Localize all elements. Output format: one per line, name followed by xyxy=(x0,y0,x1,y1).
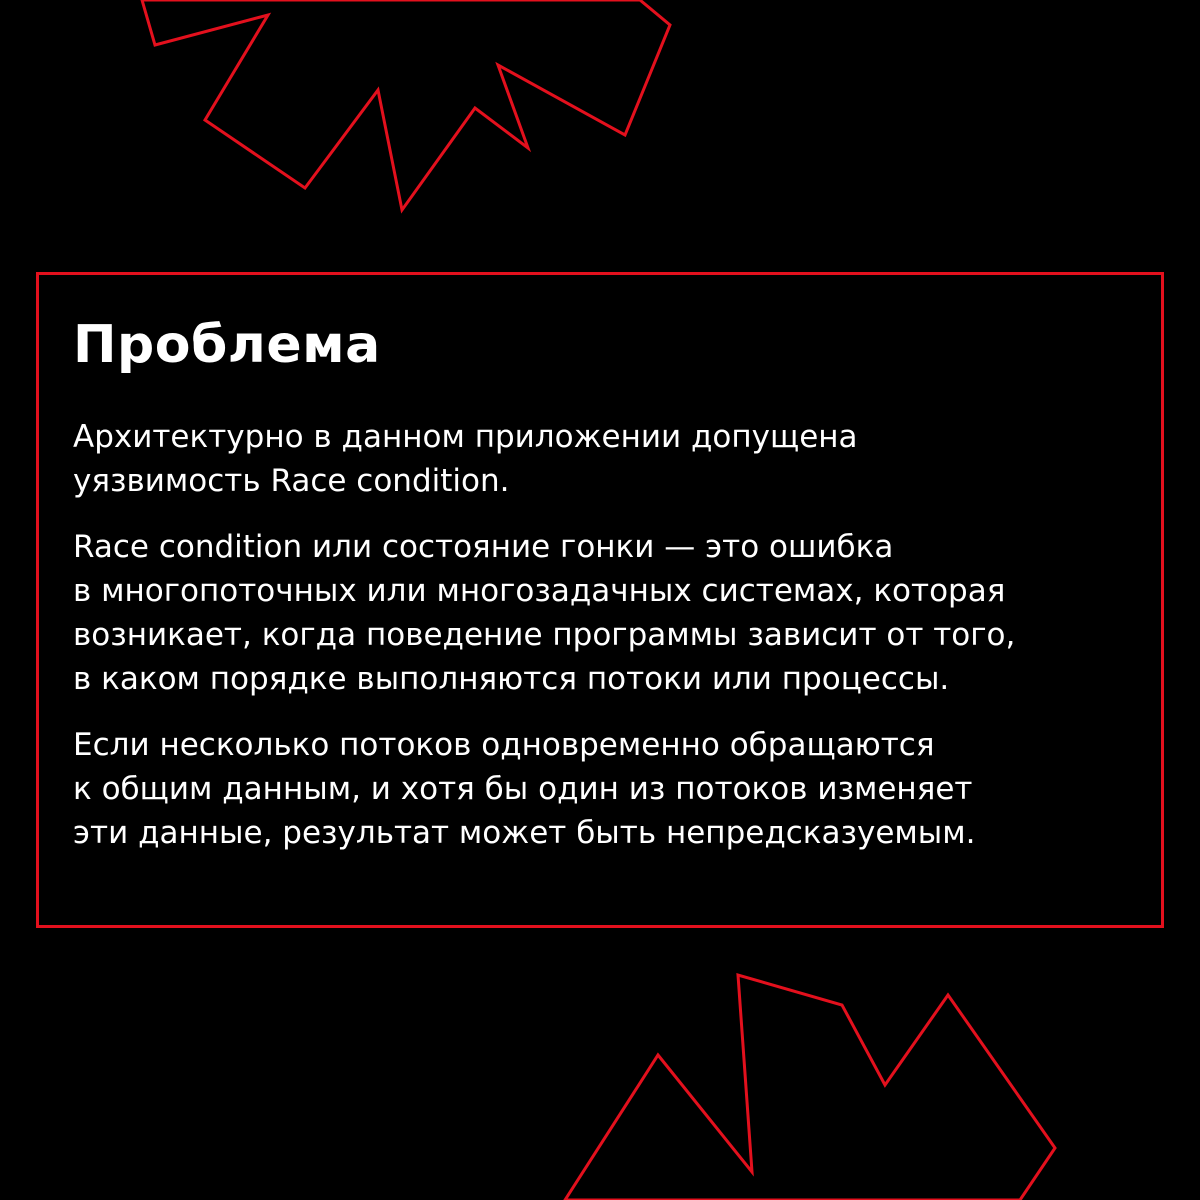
zigzag-star-outline-bottom xyxy=(565,975,1055,1200)
zigzag-star-outline-top xyxy=(142,0,670,210)
problem-card xyxy=(36,272,1164,928)
text-line: Если несколько потоков одновременно обращаются xyxy=(73,727,935,763)
text-line: возникает, когда поведение программы зависит от того, xyxy=(73,617,1016,653)
text-line: эти данные, результат может быть непредсказуемым. xyxy=(73,815,976,851)
text-line: в многопоточных или многозадачных системах, которая xyxy=(73,573,1006,609)
card-body xyxy=(73,415,1131,855)
paragraph-intro xyxy=(73,415,1131,503)
text-line: к общим данным, и хотя бы один из потоков изменяет xyxy=(73,771,973,807)
card-title: Проблема xyxy=(73,315,381,375)
paragraph-consequence xyxy=(73,723,1131,855)
text-line: в каком порядке выполняются потоки или процессы. xyxy=(73,661,950,697)
text-line: Race condition или состояние гонки — это ошибка xyxy=(73,529,894,565)
paragraph-definition xyxy=(73,525,1131,701)
text-line: уязвимость Race condition. xyxy=(73,463,510,499)
text-line: Архитектурно в данном приложении допущена xyxy=(73,419,858,455)
